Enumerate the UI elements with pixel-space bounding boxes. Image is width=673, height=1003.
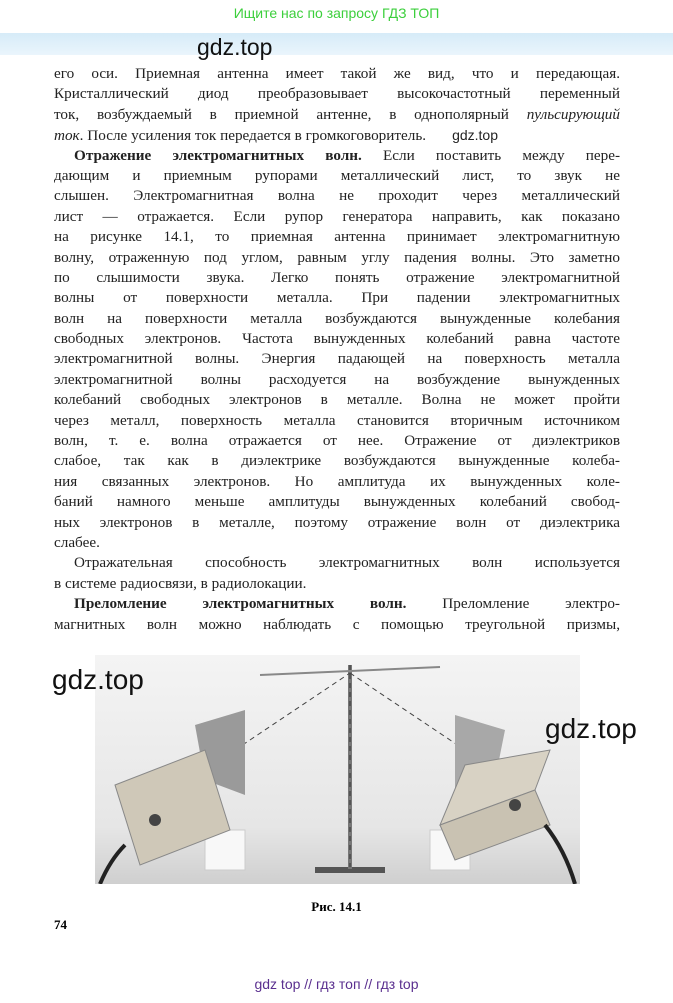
text-line: баний намного меньше амплитуды вынужденных колебаний свобод- <box>54 493 620 511</box>
watermark: gdz.top <box>545 713 637 744</box>
search-banner: Ищите нас по запросу ГДЗ ТОП <box>233 5 440 21</box>
text-line: волны от поверхности металла. При падении электромагнитных <box>54 289 620 307</box>
text-line: в системе радиосвязи, в радиолокации. <box>54 574 307 592</box>
text-line: волн, т. е. волна отражается от нее. Отражение от диэлектриков <box>54 432 620 450</box>
text-span: Преломление электро- <box>406 595 620 613</box>
text-line: слабое, так как в диэлектрике возбуждаются вынужденные колеба- <box>54 452 620 470</box>
text-span: ток, возбуждаемый в приемной антенне, в однополярный <box>54 105 509 123</box>
figure-caption: Рис. 14.1 <box>311 899 362 914</box>
text-line: волну, отраженную под углом, равным углу падения волны. Это заметно <box>54 248 620 266</box>
text-line: слышен. Электромагнитная волна не проходит через металлический <box>54 187 620 205</box>
text-line: свободных электронов. Частота вынужденных колебаний равна частоте <box>54 330 620 348</box>
page-number: 74 <box>54 917 67 932</box>
text-line: по слышимости звука. Легко понять отражение электромагнитной <box>54 268 620 286</box>
footer-watermark: gdz top // гдз топ // гдз top <box>254 976 419 992</box>
italic-term: ток <box>54 127 80 145</box>
text-line: слабее. <box>54 533 100 551</box>
text-span: Если поставить между пере- <box>361 146 620 164</box>
body-text <box>54 64 620 635</box>
figure-photo <box>95 655 580 884</box>
watermark: gdz.top <box>52 664 144 695</box>
text-line: электромагнитной волны. Энергия падающей на поверхность металла <box>54 350 620 368</box>
text-line: на рисунке 14.1, то приемная антенна принимает электромагнитную <box>54 228 620 246</box>
text-line: его оси. Приемная антенна имеет такой же вид, что и передающая. <box>54 65 620 82</box>
section-heading: Отражение электромагнитных волн. <box>74 146 362 164</box>
watermark: gdz.top <box>452 127 498 144</box>
text-line: магнитных волн можно наблюдать с помощью треугольной призмы, <box>54 615 620 633</box>
text-line: дающим и приемным рупорами металлический лист, то звук не <box>54 166 620 184</box>
text-line: электромагнитной волны расходуется на возбуждение вынужденных <box>54 370 620 388</box>
section-heading: Преломление электромагнитных волн. <box>74 595 407 613</box>
text-line: ния связанных электронов. Но амплитуда их вынужденных коле- <box>54 472 620 490</box>
text-line <box>54 125 620 145</box>
text-line: ных электронов в металле, поэтому отражение волн от диэлектрика <box>54 513 620 531</box>
watermark: gdz.top <box>197 34 273 60</box>
text-line: волн на поверхности металла возбуждаются вынужденные колебания <box>54 309 620 327</box>
text-line: лист — отражается. Если рупор генератора направить, как показано <box>54 207 620 225</box>
text-line <box>54 594 620 614</box>
text-line <box>54 105 620 125</box>
header-band <box>0 33 673 55</box>
text-line: Кристаллический диод преобразовывает высокочастотный переменный <box>54 85 620 103</box>
text-line: колебаний свободных электронов в металле. Волна не может пройти <box>54 391 620 409</box>
text-line <box>54 146 620 166</box>
italic-term: пульсирующий <box>526 105 620 123</box>
text-line: Отражательная способность электромагнитных волн используется <box>74 554 620 572</box>
text-line: через металл, поверхность металла становится вторичным источником <box>54 411 620 429</box>
text-span: . После усиления ток передается в громкоговоритель. <box>79 127 427 145</box>
